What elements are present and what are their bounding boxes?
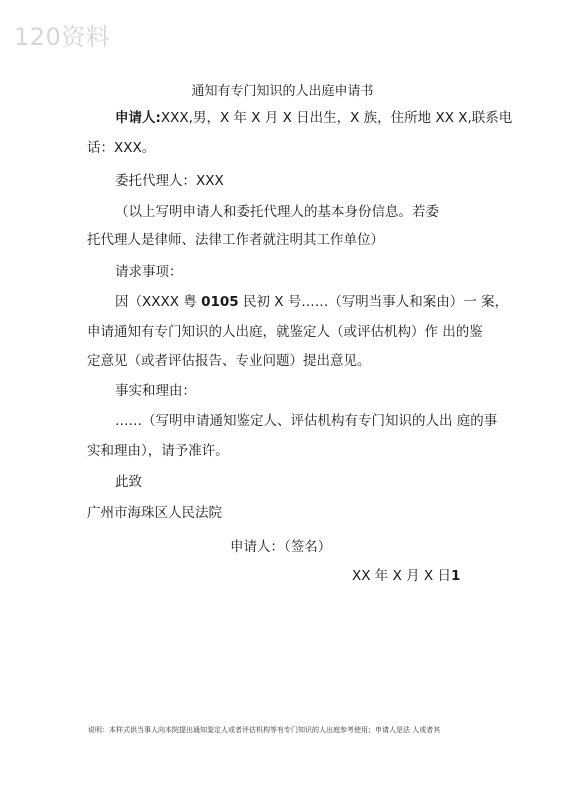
case-number: 0105 (201, 294, 239, 310)
reasons-line-1: ……（写明申请通知鉴定人、评估机构有专门知识的人出 庭的事 (115, 413, 498, 429)
reasons-heading: 事实和理由： (115, 383, 196, 399)
closing-text: 此致 (115, 474, 142, 490)
request-line-2: 申请通知有专门知识的人出庭，就鉴定人（或评估机构）作 出的鉴 (87, 324, 483, 340)
document-title: 通知有专门知识的人出庭申请书 (191, 84, 374, 99)
applicant-info-continued: 话：XXX。 (87, 140, 156, 156)
request-line-3: 定意见（或者评估报告、专业问题）提出意见。 (87, 353, 371, 369)
court-name: 广州市海珠区人民法院 (87, 505, 222, 521)
watermark: 120资料 (14, 23, 111, 51)
note-line-2: 托代理人是律师、法律工作者就注明其工作单位） (87, 232, 384, 248)
page-number: 1 (450, 568, 461, 584)
request-text-b: 民初 X 号……（写明当事人和案由）一 案， (238, 294, 509, 310)
applicant-line (115, 108, 512, 128)
date-text: XX 年 X 月 X 日 (352, 568, 451, 584)
request-text-a: 因（XXXX 粤 (115, 294, 202, 310)
footer-note: 说明：本样式供当事人向本院提出通知鉴定人或者评估机构等有专门知识的人出庭参考使用；申请人是法 人或者其 (88, 726, 441, 734)
note-line-1: （以上写明申请人和委托代理人的基本身份信息。若委 (115, 204, 439, 220)
applicant-info: XXX,男，X 年 X 月 X 日出生，X 族，住所地 XX X,联系电 (160, 110, 513, 126)
signature-line: 申请人：（签名） (230, 539, 332, 555)
date-line (352, 566, 460, 586)
agent-line: 委托代理人：XXX (115, 173, 224, 189)
request-line-1 (115, 292, 508, 312)
applicant-label: 申请人: (115, 110, 161, 126)
request-heading: 请求事项： (115, 264, 183, 280)
reasons-line-2: 实和理由），请予准许。 (87, 443, 229, 459)
